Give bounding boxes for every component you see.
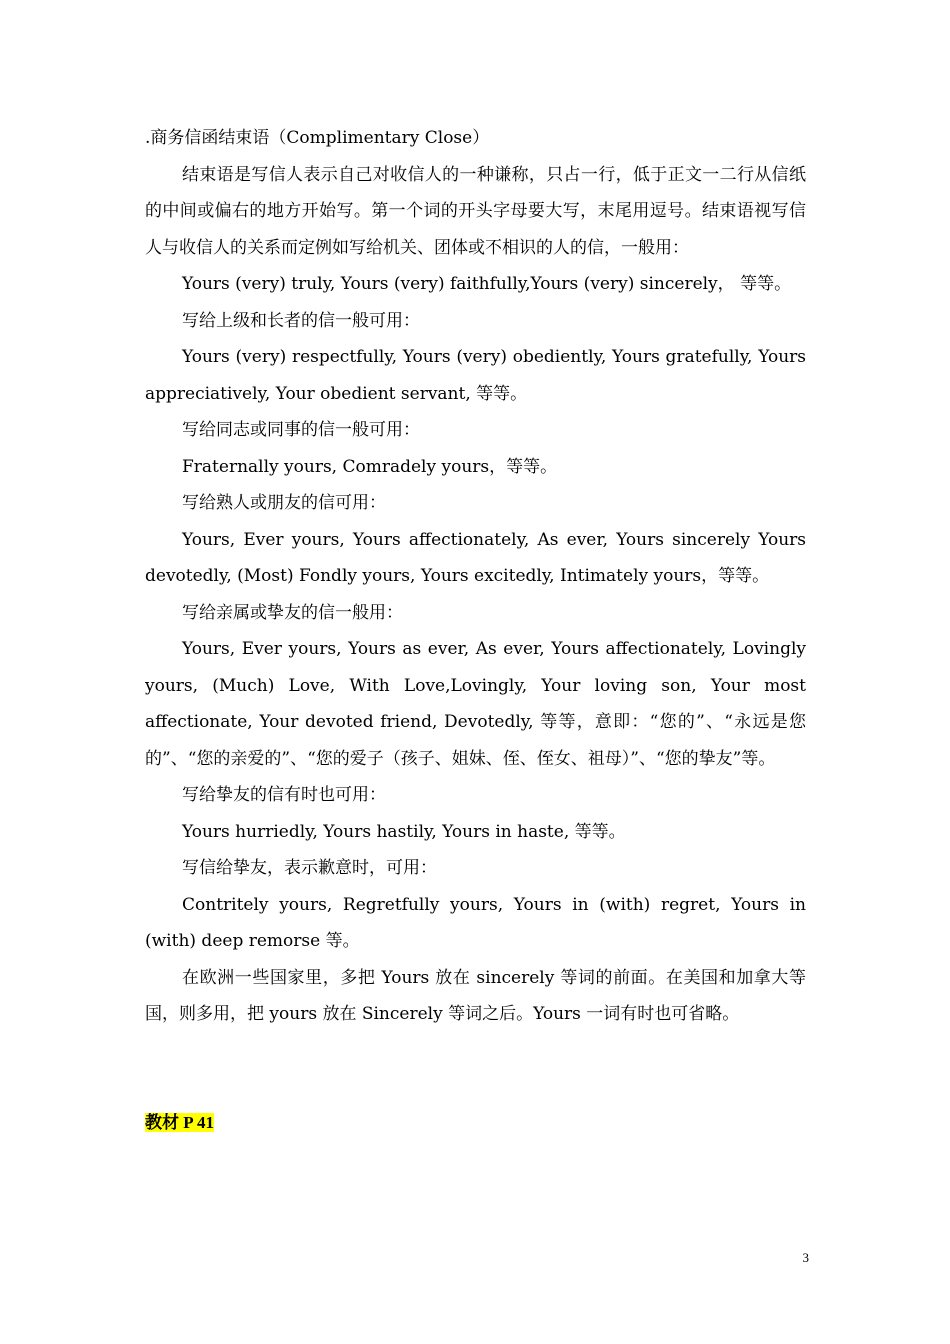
paragraph-apology-label: 写信给挚友，表示歉意时，可用：: [182, 858, 437, 878]
paragraph-regional-usage: 在欧洲一些国家里，多把 Yours 放在 sincerely 等词的前面。在美国和加拿大等国，则多用，把 yours 放在 Sincerely 等词之后。Yours 一词有时也可省略。: [145, 967, 806, 1024]
paragraph-superiors-closes: Yours (very) respectfully, Yours (very) obediently, Yours gratefully, Yours appreciatively, Your obedient servant, 等等。: [145, 347, 806, 404]
paragraph-friends-closes: Yours, Ever yours, Yours affectionately, As ever, Yours sincerely Yours devotedly, (Most) Fondly yours, Yours excitedly, Intimately yours，等等。: [145, 529, 806, 586]
paragraph-close-friends-closes: Yours hurriedly, Yours hastily, Yours in haste, 等等。: [182, 821, 626, 842]
paragraph-colleagues-label: 写给同志或同事的信一般可用：: [182, 420, 420, 440]
paragraph-superiors-label: 写给上级和长者的信一般可用：: [182, 310, 420, 331]
document-body: [145, 120, 806, 1141]
paragraph-relatives-label: 写给亲属或挚友的信一般用：: [182, 602, 403, 623]
paragraph-colleagues-closes: Fraternally yours, Comradely yours，等等。: [182, 456, 558, 477]
paragraph-formal-closes: Yours (very) truly, Yours (very) faithfully,Yours (very) sincerely， 等等。: [182, 274, 792, 294]
blank-space: [145, 1033, 806, 1105]
paragraph-relatives-closes: Yours, Ever yours, Yours as ever, As ever, Yours affectionately, Lovingly yours, (Much) Love, With Love,Lovingly, Your loving son, Your most affectionate, Your devoted friend, Devotedly, 等等，意即：“您的”、“永远是您的”、“您的亲爱的”、“您的爱子（孩子、姐妹、侄、侄女、祖母）”、“您的挚友”等。: [145, 639, 806, 769]
paragraph-intro: 结束语是写信人表示自己对收信人的一种谦称，只占一行，低于正文一二行从信纸的中间或偏右的地方开始写。第一个词的开头字母要大写，末尾用逗号。结束语视写信人与收信人的关系而定例如写给机关、团体或不相识的人的信，一般用：: [145, 164, 806, 258]
section-title: .商务信函结束语（Complimentary Close）: [145, 128, 490, 148]
textbook-reference: 教材 P 41: [145, 1112, 214, 1132]
paragraph-apology-closes: Contritely yours, Regretfully yours, Yours in (with) regret, Yours in (with) deep remorse 等。: [145, 894, 806, 951]
paragraph-friends-label: 写给熟人或朋友的信可用：: [182, 493, 386, 513]
textbook-reference-line: [145, 1105, 806, 1142]
paragraph-close-friends-label: 写给挚友的信有时也可用：: [182, 785, 386, 805]
page-number: 3: [802, 1250, 809, 1265]
